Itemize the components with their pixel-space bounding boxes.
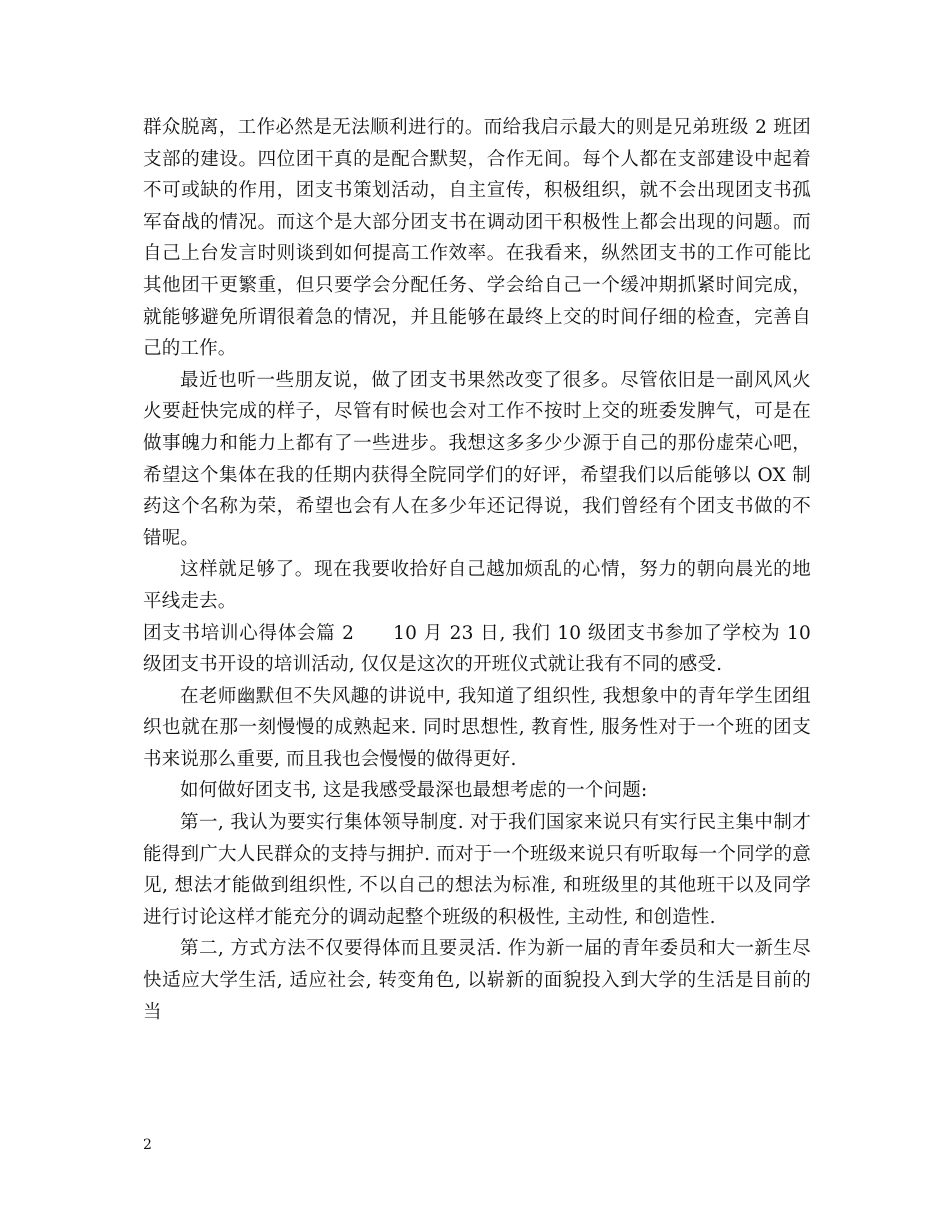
paragraph-7: 第一, 我认为要实行集体领导制度. 对于我们国家来说只有实行民主集中制才能得到广大人民群众的支持与拥护. 而对于一个班级来说只有听取每一个同学的意见, 想法才能做到组织性, 不以自己的想法为标准, 和班级里的其他班干以及同学进行讨论这样才能充分的调动起整个班级的积极性, 主动性, 和创造性. [143, 812, 811, 928]
paragraph-2: 最近也听一些朋友说，做了团支书果然改变了很多。尽管依旧是一副风风火火要赶快完成的样子，尽管有时候也会对工作不按时上交的班委发脾气，可是在做事魄力和能力上都有了一些进步。我想这多多少少源于自己的那份虚荣心吧，希望这个集体在我的任期内获得全院同学们的好评，希望我们以后能够以 OX 制药这个名称为荣，希望也会有人在多少年还记得说，我们曾经有个团支书做的不错呢。 [143, 369, 811, 549]
page-number: 2 [143, 1137, 152, 1153]
body-text [143, 112, 811, 1028]
paragraph-4-section-heading: 团支书培训心得体会篇 2 10 月 23 日, 我们 10 级团支书参加了学校为 10 级团支书开设的培训活动, 仅仅是这次的开班仪式就让我有不同的感受. [143, 622, 811, 676]
paragraph-3: 这样就足够了。现在我要收拾好自己越加烦乱的心情，努力的朝向晨光的地平线走去。 [143, 559, 811, 612]
paragraph-6: 如何做好团支书, 这是我感受最深也最想考虑的一个问题: [180, 780, 648, 802]
paragraph-5: 在老师幽默但不失风趣的讲说中, 我知道了组织性, 我想象中的青年学生团组织也就在那一刻慢慢的成熟起来. 同时思想性, 教育性, 服务性对于一个班的团支书来说那么重要, 而且我也会慢慢的做得更好. [143, 685, 811, 770]
paragraph-1: 群众脱离，工作必然是无法顺利进行的。而给我启示最大的则是兄弟班级 2 班团支部的建设。四位团干真的是配合默契，合作无间。每个人都在支部建设中起着不可或缺的作用，团支书策划活动，自主宣传，积极组织，就不会出现团支书孤军奋战的情况。而这个是大部分团支书在调动团干积极性上都会出现的问题。而自己上台发言时则谈到如何提高工作效率。在我看来，纵然团支书的工作可能比其他团干更繁重，但只要学会分配任务、学会给自己一个缓冲期抓紧时间完成，就能够避免所谓很着急的情况，并且能够在最终上交的时间仔细的检查，完善自己的工作。 [143, 117, 811, 360]
paragraph-8: 第二, 方式方法不仅要得体而且要灵活. 作为新一届的青年委员和大一新生尽快适应大学生活, 适应社会, 转变角色, 以崭新的面貌投入到大学的生活是目前的当 [143, 938, 811, 1023]
